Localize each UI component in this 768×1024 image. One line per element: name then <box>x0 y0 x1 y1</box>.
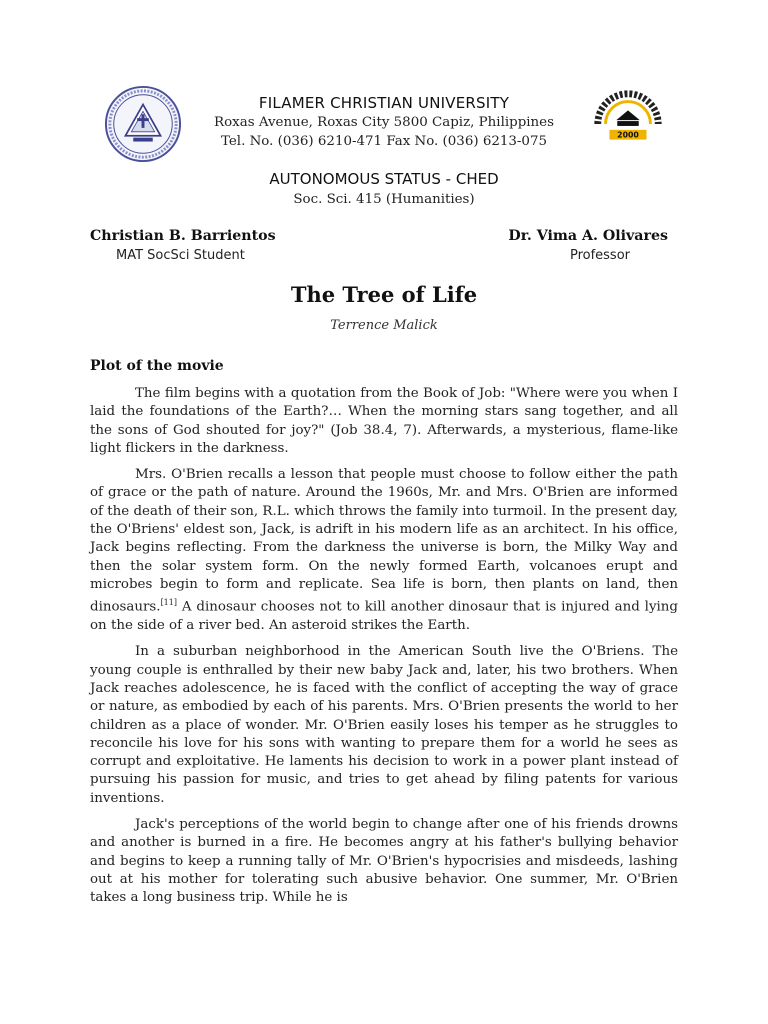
paragraph-3: In a suburban neighborhood in the American South live the O'Briens. The young couple is enthralled by their new baby Jack and, later, his two brothers. When Jack reaches adolescence, he is faced with the conflict of accepting the way of grace or nature, as embodied by each of his parents. Mrs. O'Brien presents the world to her children as a place of wonder. Mr. O'Brien easily loses his temper as he struggles to reconcile his love for his sons with wanting to prepare them for a world he sees as corrupt and exploitative. He laments his decision to work in a power plant instead of pursuing his passion for music, and tries to get ahead by filing patents for various inventions. <box>90 644 678 806</box>
body-text <box>90 385 678 915</box>
professor-role: Professor <box>569 248 630 263</box>
paragraph-1: The film begins with a quotation from the Book of Job: "Where were you when I laid the foundations of the Earth?… When the morning stars sang together, and all the sons of God shouted for joy?" (Job 38.4, 7). Afterwards, a mysterious, flame-like light flickers in the darkness. <box>90 386 678 456</box>
autonomous-status: AUTONOMOUS STATUS - CHED <box>269 170 499 188</box>
paragraph-2-text: Mrs. O'Brien recalls a lesson that people must choose to follow either the path of grace or the path of nature. Around the 1960s, Mr. and Mrs. O'Brien are informed of the death of their son, R.L. which throws the family into turmoil. In the present day, the O'Briens' eldest son, Jack, is adrift in his modern life as an architect. In his office, Jack begins reflecting. From the darkness the universe is born, the Milky Way and then the solar system form. On the newly formed Earth, volcanoes erupt and microbes begin to form and replicate. Sea life is born, then plants on land, then dinosaurs. <box>90 467 678 615</box>
section-heading: Plot of the movie <box>90 358 224 374</box>
footnote-ref[interactable]: [11] <box>160 598 177 608</box>
university-seal-icon <box>104 85 182 163</box>
paragraph-4: Jack's perceptions of the world begin to change after one of his friends drowns and another is burned in a fire. He becomes angry at his father's bullying behavior and begins to keep a running tally of Mr. O'Brien's hypocrisies and misdeeds, lashing out at his mother for tolerating such abusive behavior. One summer, Mr. O'Brien takes a long business trip. While he is <box>90 817 678 906</box>
student-name: Christian B. Barrientos <box>90 228 276 244</box>
university-telephone: Tel. No. (036) 6210-471 Fax No. (036) 6213-075 <box>220 134 547 149</box>
university-address: Roxas Avenue, Roxas City 5800 Capiz, Philippines <box>214 115 554 130</box>
paragraph-2 <box>90 466 678 635</box>
university-name: FILAMER CHRISTIAN UNIVERSITY <box>258 94 510 112</box>
professor-name: Dr. Vima A. Olivares <box>508 228 668 244</box>
paragraph-2-tail: A dinosaur chooses not to kill another dinosaur that is injured and lying on the side of a river bed. An asteroid strikes the Earth. <box>90 599 678 634</box>
document-subtitle: Terrence Malick <box>330 318 438 333</box>
course-code: Soc. Sci. 415 (Humanities) <box>293 192 475 207</box>
graduate-school-seal-icon <box>585 85 671 163</box>
seal-year: 2000 <box>617 130 639 140</box>
document-title: The Tree of Life <box>290 282 478 307</box>
student-role: MAT SocSci Student <box>116 248 245 263</box>
